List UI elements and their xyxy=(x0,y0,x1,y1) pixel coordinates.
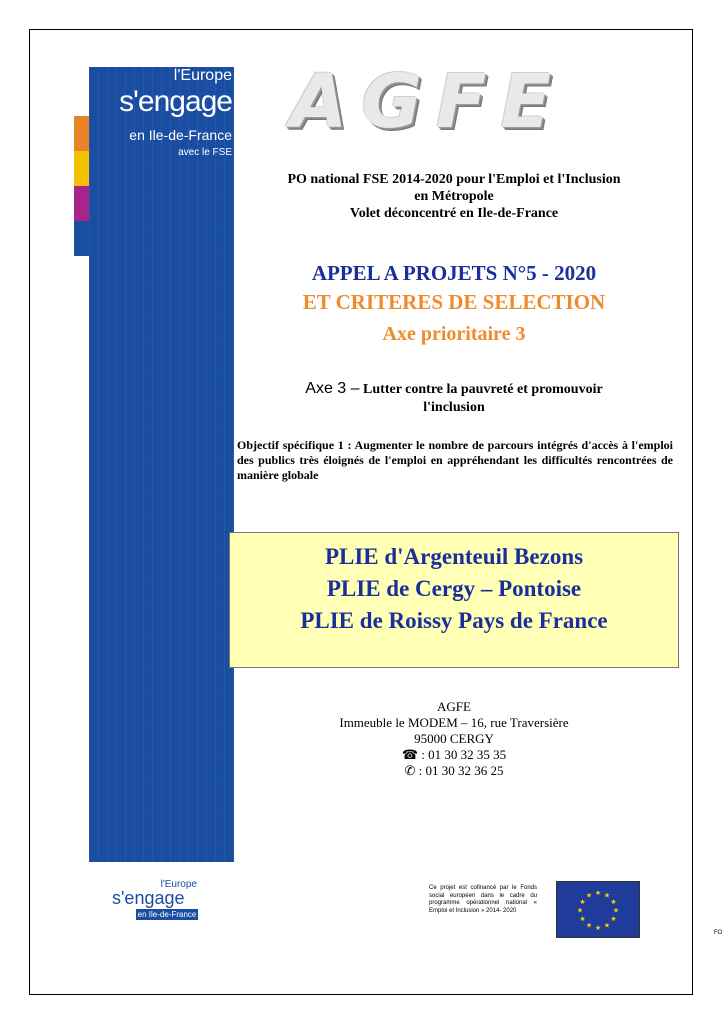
logo-line-4: avec le FSE xyxy=(178,147,232,158)
eu-stars xyxy=(557,882,639,937)
call-title-line-3: Axe prioritaire 3 xyxy=(382,323,526,345)
axe-line-1 xyxy=(234,380,674,399)
svg-text:★: ★ xyxy=(594,924,602,932)
axe-heading xyxy=(234,380,674,417)
address-street: Immeuble le MODEM – 16, rue Traversière xyxy=(339,715,569,730)
stripe-purple xyxy=(74,186,89,221)
phone-line xyxy=(234,747,674,763)
svg-text:★: ★ xyxy=(603,891,611,900)
address-city: 95000 CERGY xyxy=(414,731,494,746)
svg-text:★: ★ xyxy=(576,906,584,915)
call-title-line-2: ET CRITERES DE SELECTION xyxy=(302,290,606,314)
axe-text-2: l'inclusion xyxy=(423,400,485,415)
call-title-line-1: APPEL A PROJETS N°5 - 2020 xyxy=(311,261,597,285)
eu-flag-icon xyxy=(556,881,640,938)
svg-text:★: ★ xyxy=(579,915,586,923)
footer-logo-line-2: s'engage xyxy=(112,888,185,908)
axe-text-1: Lutter contre la pauvreté et promouvoir xyxy=(363,382,603,397)
cofinance-note: Ce projet est cofinancé par le Fonds social européen dans le cadre du programme opérationnel national « Emploi et Inclusion » 2014- 2020 xyxy=(429,885,537,914)
svg-text:★: ★ xyxy=(603,921,611,930)
svg-text:★: ★ xyxy=(594,889,602,897)
address-block xyxy=(234,699,674,779)
color-stripes xyxy=(74,116,89,256)
stripe-yellow xyxy=(74,151,89,186)
plie-box xyxy=(229,532,679,668)
fax-line xyxy=(234,763,674,779)
svg-text:★: ★ xyxy=(579,898,586,906)
europe-engage-logo xyxy=(95,67,234,172)
svg-text:★: ★ xyxy=(585,921,593,930)
plie-item-1: PLIE d'Argenteuil Bezons xyxy=(324,544,584,569)
svg-text:★: ★ xyxy=(610,915,617,923)
plie-item-3: PLIE de Roissy Pays de France xyxy=(300,608,608,633)
phone-number: : 01 30 32 35 35 xyxy=(421,747,507,762)
fax-number: : 01 30 32 36 25 xyxy=(418,763,504,778)
telephone-icon: ☎ xyxy=(401,747,419,762)
svg-text:★: ★ xyxy=(612,906,620,915)
logo-line-3: en Ile-de-France xyxy=(129,127,232,143)
specific-objective: Objectif spécifique 1 : Augmenter le nombre de parcours intégrés d'accès à l'emploi des publics très éloignés de l'emploi en appréhendant les difficultés rencontrées de manière globale xyxy=(237,438,673,482)
program-line-2: en Métropole xyxy=(414,189,494,204)
blue-side-band xyxy=(89,67,234,862)
agfe-brand-title: AGFE xyxy=(290,59,566,145)
logo-line-2: s'engage xyxy=(119,85,232,118)
program-title xyxy=(234,171,674,222)
fax-icon: ✆ xyxy=(404,763,416,778)
footer-logo-line-1: l'Europe xyxy=(160,879,197,890)
stripe-blue xyxy=(74,221,89,256)
logo-line-1: l'Europe xyxy=(173,67,232,84)
footer-europe-logo xyxy=(112,879,202,923)
corner-text: FO xyxy=(714,930,723,936)
program-line-1: PO national FSE 2014-2020 pour l'Emploi et l'Inclusion xyxy=(287,172,621,187)
stripe-orange xyxy=(74,116,89,151)
address-name: AGFE xyxy=(437,699,471,714)
footer-logo-line-3: en Ile-de-France xyxy=(137,910,197,919)
program-line-3: Volet déconcentré en Ile-de-France xyxy=(349,206,559,221)
svg-text:★: ★ xyxy=(610,898,617,906)
plie-item-2: PLIE de Cergy – Pontoise xyxy=(326,576,582,601)
axe-lead: Axe 3 – xyxy=(305,380,360,397)
svg-text:★: ★ xyxy=(585,891,593,900)
